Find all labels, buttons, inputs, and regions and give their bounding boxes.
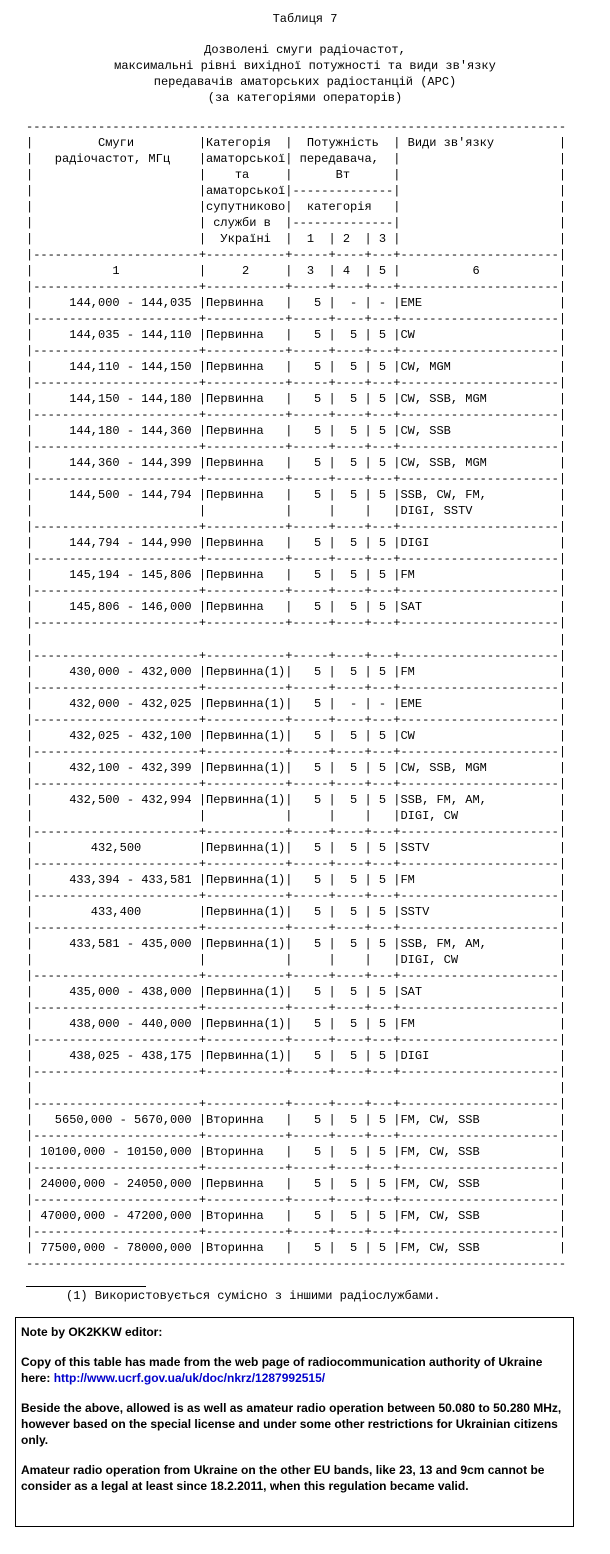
authority-link[interactable]: http://www.ucrf.gov.ua/uk/doc/nkrz/1287992515/ (53, 1371, 326, 1385)
table-number: Таблиця 7 (272, 12, 338, 26)
note-copy-text: Copy of this table has made from the web page of radiocommunication authority of Ukraine here: (21, 1355, 543, 1385)
note-heading: Note by OK2KKW editor: (21, 1325, 163, 1339)
note-paragraph-2: Beside the above, allowed is as well as amateur radio operation between 50.080 to 50.280 MHz, however based on the special license and under some other restrictions for Ukrainian citizens only. (21, 1401, 562, 1447)
title-line-4: (за категоріями операторів) (207, 91, 403, 105)
title-line-1: Дозволені смуги радіочастот, (204, 43, 406, 57)
note-paragraph-3: Amateur radio operation from Ukraine on the other EU bands, like 23, 13 and 9cm cannot be consider as a legal at least since 18.2.2011, when this regulation became valid. (21, 1463, 545, 1493)
footnote-divider (26, 1286, 146, 1287)
title-line-3: передавачів аматорських радіостанцій (АРС) (153, 75, 457, 89)
editor-note (15, 1317, 574, 1527)
title-line-2: максимальні рівні вихідної потужності та види зв'язку (114, 59, 496, 73)
note-copy-paragraph (21, 1354, 568, 1386)
frequency-band-table: --------------------------------------------------------------------------- | Смуги |Категорія | Потужність | Види зв'язку | | радіочастот, МГц |аматорської| передавача, | | | | та | Вт | | | |аматорської|--------------| | | |супутниково| категорія | | | | служби в |--------------| | | | Україні | 1 | 2 | 3 | | |-----------------------+-----------+-----+----+---+----------------------| | 1 | 2 | 3 | 4 | 5 | 6 | |-----------------------+-----------+-----+----+---+----------------------| | 144,000 - 144,035 |Первинна | 5 | - | - |EME | |-----------------------+-----------+-----+----+---+----------------------| | 144,035 - 144,110 |Первинна | 5 | 5 | 5 |CW | |-----------------------+-----------+-----+----+---+----------------------| | 144,110 - 144,150 |Первинна | 5 | 5 | 5 |CW, MGM | |-----------------------+-----------+-----+----+---+----------------------| | 144,150 - 144,180 |Первинна | 5 | 5 | 5 |CW, SSB, MGM | |-----------------------+-----------+-----+----+---+----------------------| | 144,180 - 144,360 |Первинна | 5 | 5 | 5 |CW, SSB | |-----------------------+-----------+-----+----+---+----------------------| | 144,360 - 144,399 |Первинна | 5 | 5 | 5 |CW, SSB, MGM | |-----------------------+-----------+-----+----+---+----------------------| | 144,500 - 144,794 |Первинна | 5 | 5 | 5 |SSB, CW, FM, | | | | | | |DIGI, SSTV | |-----------------------+-----------+-----+----+---+----------------------| | 144,794 - 144,990 |Первинна | 5 | 5 | 5 |DIGI | |-----------------------+-----------+-----+----+---+----------------------| | 145,194 - 145,806 |Первинна | 5 | 5 | 5 |FM | |-----------------------+-----------+-----+----+---+----------------------| | 145,806 - 146,000 |Первинна | 5 | 5 | 5 |SAT | |-----------------------+-----------+-----+----+---+----------------------| | | |-----------------------+-----------+-----+----+---+----------------------| | 430,000 - 432,000 |Первинна(1)| 5 | 5 | 5 |FM | |-----------------------+-----------+-----+----+---+----------------------| | 432,000 - 432,025 |Первинна(1)| 5 | - | - |EME | |-----------------------+-----------+-----+----+---+----------------------| | 432,025 - 432,100 |Первинна(1)| 5 | 5 | 5 |CW | |-----------------------+-----------+-----+----+---+----------------------| | 432,100 - 432,399 |Первинна(1)| 5 | 5 | 5 |CW, SSB, MGM | |-----------------------+-----------+-----+----+---+----------------------| | 432,500 - 432,994 |Первинна(1)| 5 | 5 | 5 |SSB, FM, AM, | | | | | | |DIGI, CW | |-----------------------+-----------+-----+----+---+----------------------| | 432,500 |Первинна(1)| 5 | 5 | 5 |SSTV | |-----------------------+-----------+-----+----+---+----------------------| | 433,394 - 433,581 |Первинна(1)| 5 | 5 | 5 |FM | |-----------------------+-----------+-----+----+---+----------------------| | 433,400 |Первинна(1)| 5 | 5 | 5 |SSTV | |-----------------------+-----------+-----+----+---+----------------------| | 433,581 - 435,000 |Первинна(1)| 5 | 5 | 5 |SSB, FM, AM, | | | | | | |DIGI, CW | |-----------------------+-----------+-----+----+---+----------------------| | 435,000 - 438,000 |Первинна(1)| 5 | 5 | 5 |SAT | |-----------------------+-----------+-----+----+---+----------------------| | 438,000 - 440,000 |Первинна(1)| 5 | 5 | 5 |FM | |-----------------------+-----------+-----+----+---+----------------------| | 438,025 - 438,175 |Первинна(1)| 5 | 5 | 5 |DIGI | |-----------------------+-----------+-----+----+---+----------------------| | | |-----------------------+-----------+-----+----+---+----------------------| | 5650,000 - 5670,000 |Вторинна | 5 | 5 | 5 |FM, CW, SSB | |-----------------------+-----------+-----+----+---+----------------------| | 10100,000 - 10150,000 |Вторинна | 5 | 5 | 5 |FM, CW, SSB | |-----------------------+-----------+-----+----+---+----------------------| | 24000,000 - 24050,000 |Первинна | 5 | 5 | 5 |FM, CW, SSB | |-----------------------+-----------+-----+----+---+----------------------| | 47000,000 - 47200,000 |Вторинна | 5 | 5 | 5 |FM, CW, SSB | |-----------------------+-----------+-----+----+---+----------------------| | 77500,000 - 78000,000 |Вторинна | 5 | 5 | 5 |FM, CW, SSB | --------------------------------------------------------------------------- (26, 120, 567, 1272)
footnote: (1) Використовується сумісно з іншими радіослужбами. (66, 1289, 441, 1303)
